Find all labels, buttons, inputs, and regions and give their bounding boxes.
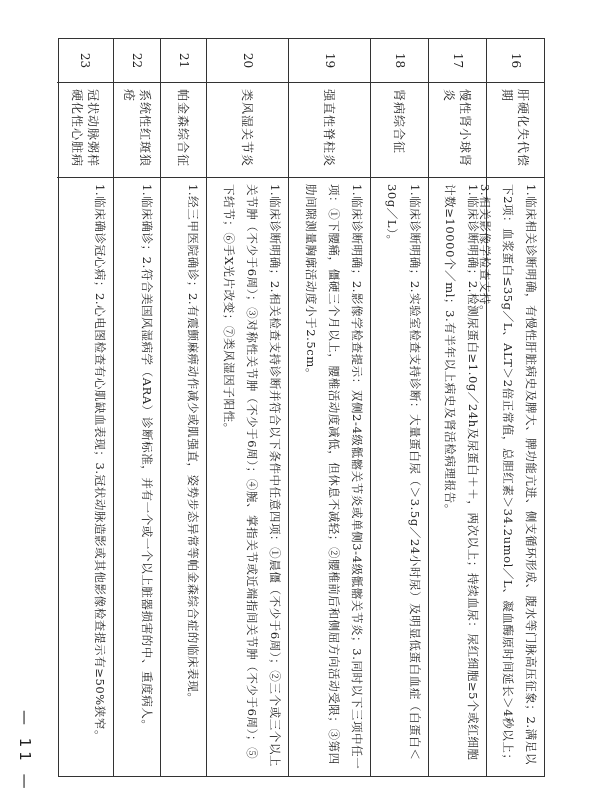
table-row bbox=[57, 39, 113, 776]
row-number: 23 bbox=[57, 39, 113, 83]
criteria-text: 1.临床诊断明确；2.检测尿蛋白≥1.0g／24h及尿蛋白＋＋，两次以上；持续血尿：尿红细胞≥5个或红细胞计数≥10000个／ml；3.有半年以上病史及肾活检病理报告。 bbox=[443, 184, 480, 761]
table-row bbox=[113, 39, 160, 776]
disease-name: 肾病综合征 bbox=[371, 83, 428, 178]
disease-name: 强直性脊柱炎 bbox=[289, 83, 370, 178]
criteria-table bbox=[58, 38, 545, 777]
disease-name: 冠状动脉粥样硬化性心脏病 bbox=[57, 83, 113, 178]
page-number: — 11 — bbox=[16, 710, 34, 793]
disease-name: 系统性红斑狼疮 bbox=[114, 83, 160, 178]
table-row bbox=[288, 39, 370, 776]
criteria-text: 1.经三甲医院确诊；2.有震颤麻痹动作减少或肌强直，姿势步态异常等帕金森综合症的临床表现。 bbox=[186, 184, 200, 705]
disease-name: 类风湿关节炎 bbox=[207, 83, 288, 178]
table-row bbox=[206, 39, 288, 776]
row-number: 16 bbox=[487, 39, 544, 83]
row-number: 17 bbox=[429, 39, 486, 83]
table-row bbox=[478, 39, 544, 776]
criteria-text: 1.临床相关诊断明确，有慢性肝脏病史及脾大、脾功能亢进、侧支循环形成、腹水等门脉高压征象；2.满足以下2项：血浆蛋白≤35g／L、ALT＞2倍正常值，总胆红素＞34.2umol／L、凝血酶原时间延长＞4秒以上；3.相关影像学检查支持。 bbox=[478, 184, 538, 766]
row-number: 18 bbox=[371, 39, 428, 83]
criteria-text: 1.临床诊断明确；2.相关检查支持诊断并符合以下条件中任意四项：①晨僵（不少于6周）；②三个或三个以上关节肿（不少于6周）；③对称性关节肿（不少于6周）；④腕、掌指关节或近端指间关节肿（不少于6周）；⑤下结节；⑥手X光片改变；⑦类风湿因子阳性。 bbox=[222, 184, 282, 768]
table-row bbox=[428, 39, 486, 776]
row-number: 20 bbox=[207, 39, 288, 83]
table-row bbox=[160, 39, 206, 776]
criteria-text: 1.临床确诊；2.符合美国风湿病学（ARA）诊断标准，并有一个或一个以上脏器损害的中、重度病人。 bbox=[140, 184, 154, 732]
table-row bbox=[370, 39, 428, 776]
disease-name: 慢性肾小球肾炎 bbox=[429, 83, 486, 178]
row-number: 22 bbox=[114, 39, 160, 83]
disease-name: 肝硬化失代偿期 bbox=[487, 83, 544, 178]
criteria-text: 1.临床诊断明确；2.影像学检查提示：双侧2-4级骶髂关节炎或单侧3-4级骶髂关节炎；3.同时以下三项中任一项：①下腰痛，僵硬三个月以上，腰椎活动度减低，但休息不减轻；②腰椎前后和侧屈方向活动受限；③第四肋间隙测量胸廓活动度小于2.5cm。 bbox=[304, 184, 364, 770]
row-number: 19 bbox=[289, 39, 370, 83]
row-number: 21 bbox=[161, 39, 206, 83]
criteria-text: 1.临床确诊冠心病；2.心电图检查有心肌缺血表现；3.冠状动脉造影或其他影像检查提示有≥50%狭窄。 bbox=[93, 184, 107, 743]
criteria-text: 1.临床诊断明确；2.实验室检查支持诊断：大量蛋白尿（＞3.5g／24小时尿）及明显低蛋白血症（白蛋白＜30g／L）。 bbox=[385, 184, 422, 761]
disease-name: 帕金森综合征 bbox=[161, 83, 206, 178]
